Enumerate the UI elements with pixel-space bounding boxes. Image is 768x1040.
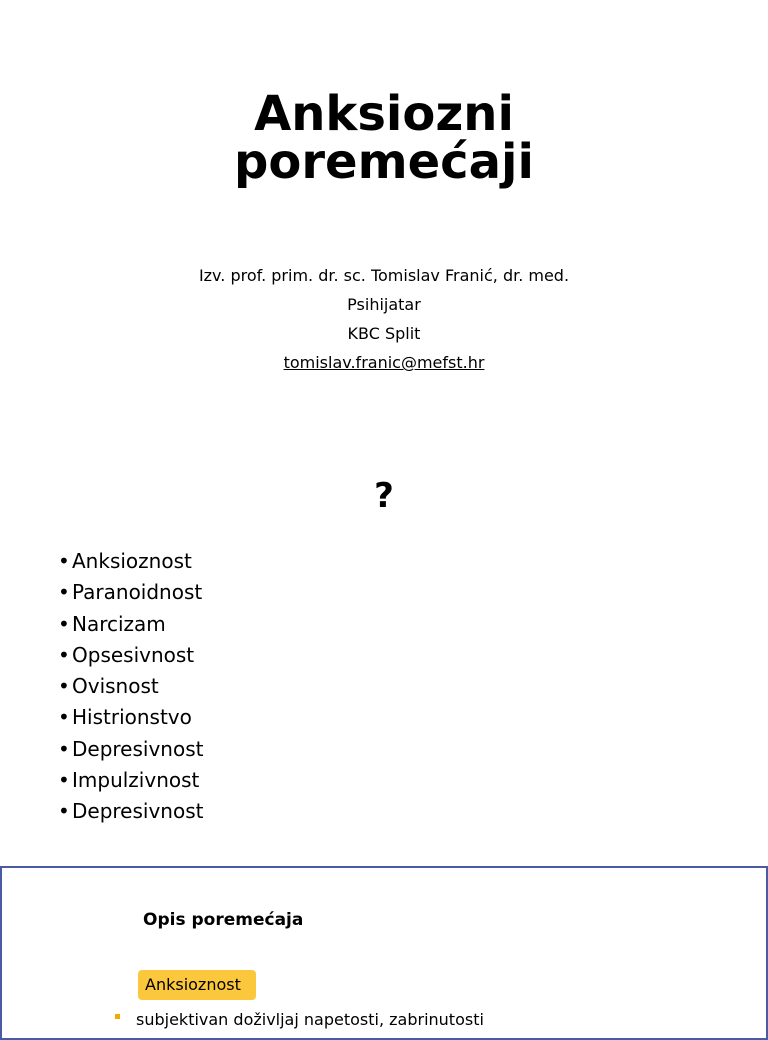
list-item-label: Depresivnost: [72, 736, 204, 761]
trait-list: [58, 546, 203, 828]
question-heading: ?: [374, 476, 394, 516]
bullet-icon: •: [58, 642, 70, 667]
bullet-icon: •: [58, 799, 70, 824]
bullet-icon: •: [58, 736, 70, 761]
list-item: [58, 546, 203, 577]
slide-title-line-2: poremećaji: [234, 134, 534, 190]
slide-title: [0, 86, 768, 190]
author-email-row: [0, 348, 768, 377]
panel-heading: Opis poremećaja: [143, 910, 304, 930]
author-name: Izv. prof. prim. dr. sc. Tomislav Franić, dr. med.: [198, 266, 570, 285]
list-item: [58, 796, 203, 827]
list-item: [58, 671, 203, 702]
list-item-label: Histrionstvo: [72, 705, 192, 730]
anxiety-tag: Anksioznost: [138, 970, 256, 1000]
list-item-label: Narcizam: [72, 611, 166, 636]
slide-title-line-1: Anksiozni: [254, 86, 514, 142]
description-item: [115, 1010, 484, 1030]
list-item: [58, 702, 203, 733]
list-item-label: Impulzivnost: [72, 768, 200, 793]
author-role: Psihijatar: [347, 295, 421, 314]
bullet-icon: •: [58, 611, 70, 636]
bullet-icon: •: [58, 580, 70, 605]
list-item: [58, 734, 203, 765]
bullet-icon: •: [58, 674, 70, 699]
list-item: [58, 609, 203, 640]
author-institution: KBC Split: [347, 324, 421, 343]
description-item-text: subjektivan doživljaj napetosti, zabrinutosti: [136, 1010, 484, 1029]
author-email-link[interactable]: tomislav.franic@mefst.hr: [283, 353, 485, 372]
bullet-icon: •: [58, 705, 70, 730]
bullet-icon: •: [58, 549, 70, 573]
bullet-icon: •: [58, 768, 70, 793]
disorder-description-panel: [0, 866, 768, 1040]
square-bullet-icon: [115, 1014, 120, 1019]
list-item: [58, 577, 203, 608]
list-item-label: Depresivnost: [72, 799, 204, 824]
list-item-label: Anksioznost: [72, 549, 192, 573]
author-block: [0, 261, 768, 377]
list-item: [58, 765, 203, 796]
list-item-label: Paranoidnost: [72, 580, 203, 605]
list-item-label: Opsesivnost: [72, 642, 195, 667]
list-item-label: Ovisnost: [72, 674, 159, 699]
list-item: [58, 640, 203, 671]
